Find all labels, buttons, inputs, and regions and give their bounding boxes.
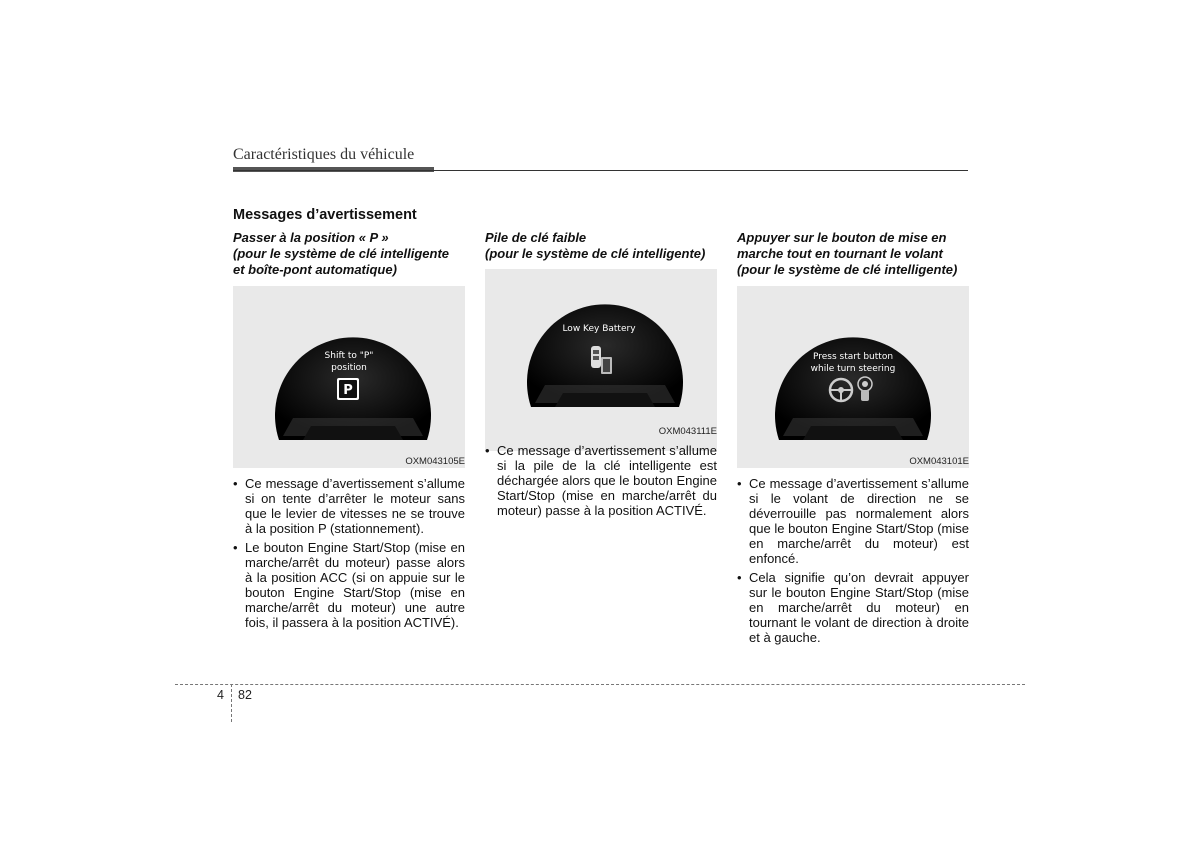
subheading-line: Pile de clé faible <box>485 230 587 245</box>
cluster-display-illustration <box>233 286 465 468</box>
subheading <box>233 230 465 278</box>
column-low-key-battery <box>485 230 717 522</box>
list-item: • Ce message d’avertissement s’allume si on tente d’arrêter le moteur sans que le levier de vitesses ne se trouve à la position P (stationnement). <box>233 476 465 536</box>
column-shift-to-p <box>233 230 465 634</box>
subheading-line: (pour le système de clé intelligente) <box>485 246 706 261</box>
column-press-start-button <box>737 230 969 649</box>
bullet-list <box>737 476 969 645</box>
list-item: • Le bouton Engine Start/Stop (mise en marche/arrêt du moteur) passe alors à la position ACC (si on appuie sur le bouton Engine Start/Stop (mise en marche/arrêt du moteur) une autre fois, il passera à la position ACTIVÉ). <box>233 540 465 630</box>
running-header: Caractéristiques du véhicule <box>233 146 415 163</box>
screen-text: position <box>331 363 367 373</box>
subheading <box>737 230 969 278</box>
screen-text: Press start button <box>812 352 894 362</box>
list-item: • Ce message d’avertissement s’allume si la pile de la clé intelligente est déchargée alors que le bouton Engine Start/Stop (mise en marche/arrêt du moteur) passe à la position ACTIVÉ. <box>485 443 717 518</box>
chapter-number: 4 <box>217 688 224 702</box>
subheading-line: (pour le système de clé intelligente <box>233 246 450 261</box>
section-title: Messages d’avertissement <box>233 207 417 223</box>
subheading-line: marche tout en tournant le volant <box>737 246 943 261</box>
screen-text: Low Key Battery <box>562 324 636 334</box>
subheading-line: Appuyer sur le bouton de mise en <box>737 230 947 245</box>
bullet-list <box>233 476 465 630</box>
header-rule <box>233 170 968 171</box>
footer-rule <box>175 684 1025 685</box>
subheading <box>485 230 717 262</box>
subheading-line: et boîte-pont automatique) <box>233 262 397 277</box>
figure-shift-to-p <box>233 286 465 468</box>
svg-text:P: P <box>343 383 353 398</box>
figure-code: OXM043111E <box>658 426 717 437</box>
list-item: • Ce message d’avertissement s’allume si le volant de direction ne se déverrouille pas normalement alors que le bouton Engine Start/Stop (mise en marche/arrêt du moteur) est enfoncé. <box>737 476 969 566</box>
figure-low-key-battery <box>485 269 717 451</box>
screen-text: Shift to "P" <box>324 351 374 361</box>
figure-code: OXM043101E <box>909 456 969 467</box>
figure-code: OXM043105E <box>405 456 465 467</box>
list-item: • Cela signifie qu’on devrait appuyer sur le bouton Engine Start/Stop (mise en marche/arrêt du moteur) en tournant le volant de direction à droite et à gauche. <box>737 570 969 645</box>
subheading-line: (pour le système de clé intelligente) <box>737 262 958 277</box>
screen-text: while turn steering <box>810 364 896 374</box>
page-number: 82 <box>238 688 252 702</box>
subheading-line: Passer à la position « P » <box>233 230 389 245</box>
figure-press-start-button <box>737 286 969 468</box>
cluster-display-illustration <box>485 269 717 451</box>
gear-p-icon <box>337 378 359 400</box>
footer-divider <box>231 684 232 722</box>
cluster-display-illustration <box>737 286 969 468</box>
bullet-list <box>485 443 717 518</box>
